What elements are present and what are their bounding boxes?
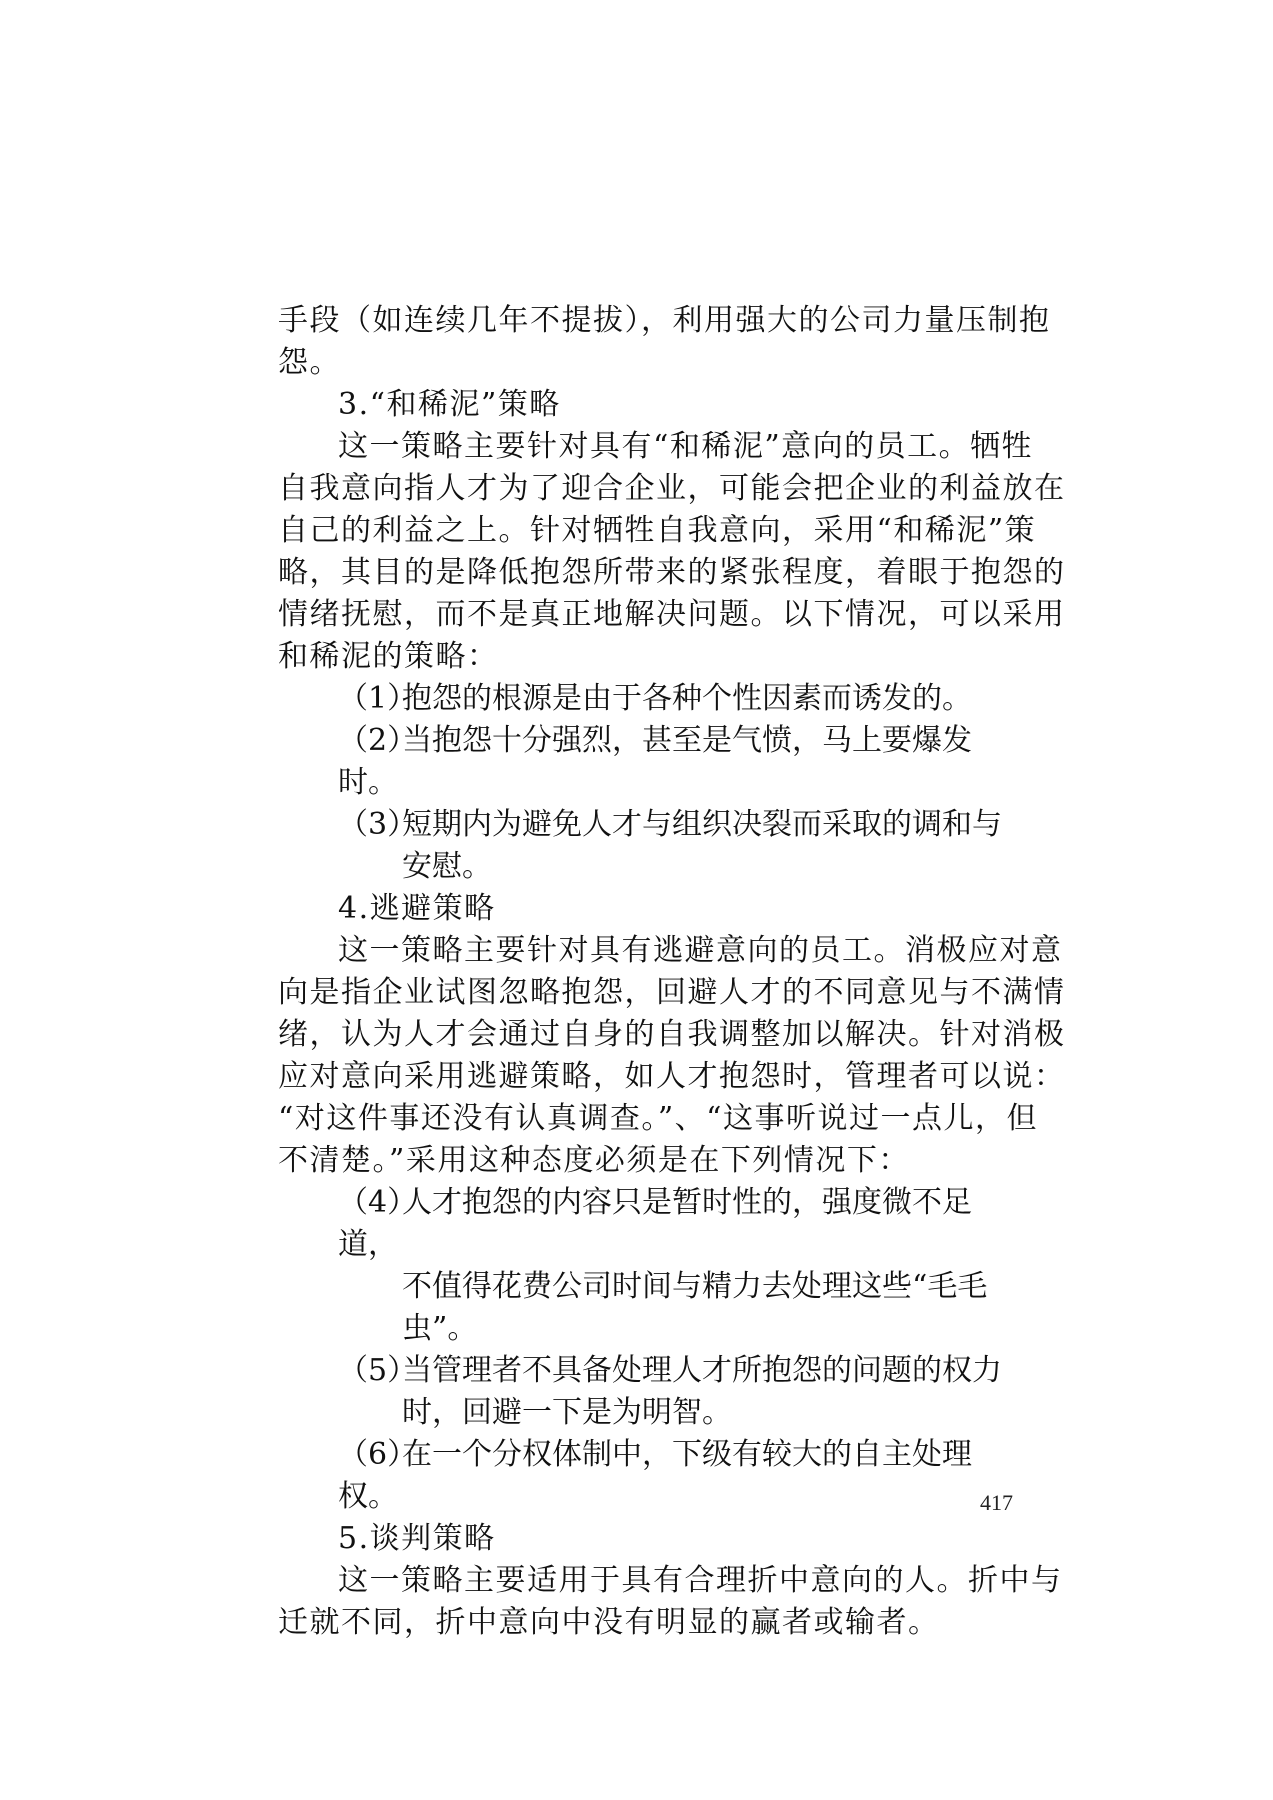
paragraph-line: 这一策略主要针对具有“和稀泥”意向的员工。牺牲	[338, 429, 1034, 464]
list-number: （5）	[338, 1353, 418, 1388]
paragraph-line: 迁就不同，折中意向中没有明显的赢者或输者。	[278, 1605, 940, 1640]
list-text: 人才抱怨的内容只是暂时性的，强度微不足道，	[338, 1185, 972, 1262]
paragraph-line: 和稀泥的策略：	[278, 639, 499, 674]
list-number: （6）	[338, 1437, 418, 1472]
list-text: 当抱怨十分强烈，甚至是气愤，马上要爆发时。	[338, 723, 972, 800]
list-text: 短期内为避免人才与组织决裂而采取的调和与	[402, 807, 1002, 842]
page-number: 417	[980, 1490, 1013, 1515]
paragraph-line: 这一策略主要适用于具有合理折中意向的人。折中与	[338, 1563, 1063, 1598]
paragraph-line: 应对意向采用逃避策略，如人才抱怨时，管理者可以说：	[278, 1059, 1066, 1094]
paragraph-line: 略，其目的是降低抱怨所带来的紧张程度，着眼于抱怨的	[278, 555, 1066, 590]
list-item-3	[278, 804, 1020, 888]
paragraph-line: 情绪抚慰，而不是真正地解决问题。以下情况，可以采用	[278, 597, 1066, 632]
list-item-6	[278, 1434, 1020, 1518]
list-number: （2）	[338, 723, 418, 758]
paragraph-line: 手段（如连续几年不提拔），利用强大的公司力量压制抱	[278, 303, 1051, 338]
list-text: 抱怨的根源是由于各种个性因素而诱发的。	[402, 681, 972, 716]
paragraph-line: 怨。	[278, 345, 341, 380]
list-item-4	[278, 1182, 1020, 1350]
paragraph-line: 向是指企业试图忽略抱怨，回避人才的不同意见与不满情	[278, 975, 1066, 1010]
list-number: （4）	[338, 1185, 418, 1220]
paragraph-line: 这一策略主要针对具有逃避意向的员工。消极应对意	[338, 933, 1063, 968]
paragraph-line: 自我意向指人才为了迎合企业，可能会把企业的利益放在	[278, 471, 1066, 506]
section-heading-5: 5.谈判策略	[338, 1521, 496, 1556]
section-heading-4: 4.逃避策略	[338, 891, 496, 926]
list-text-cont: 安慰。	[402, 849, 492, 884]
paragraph-line: 绪，认为人才会通过自身的自我调整加以解决。针对消极	[278, 1017, 1066, 1052]
list-number: （1）	[338, 681, 418, 716]
section-heading-3: 3.“和稀泥”策略	[338, 387, 561, 422]
list-text-cont: 时，回避一下是为明智。	[402, 1395, 732, 1430]
list-text-cont: 虫”。	[402, 1311, 478, 1346]
list-text-cont: 不值得花费公司时间与精力去处理这些“毛毛	[402, 1269, 988, 1304]
list-item-2	[278, 720, 1020, 804]
list-text: 当管理者不具备处理人才所抱怨的问题的权力	[402, 1353, 1002, 1388]
list-text: 在一个分权体制中，下级有较大的自主处理权。	[338, 1437, 972, 1514]
paragraph-line: “对这件事还没有认真调查。”、“这事听说过一点儿，但	[278, 1101, 1039, 1136]
paragraph-line: 不清楚。”采用这种态度必须是在下列情况下：	[278, 1143, 910, 1178]
paragraph-line: 自己的利益之上。针对牺牲自我意向，采用“和稀泥”策	[278, 513, 1037, 548]
list-item-5	[278, 1350, 1020, 1434]
list-number: （3）	[338, 807, 418, 842]
list-item-1	[278, 678, 1020, 720]
page-body	[278, 300, 1066, 1644]
